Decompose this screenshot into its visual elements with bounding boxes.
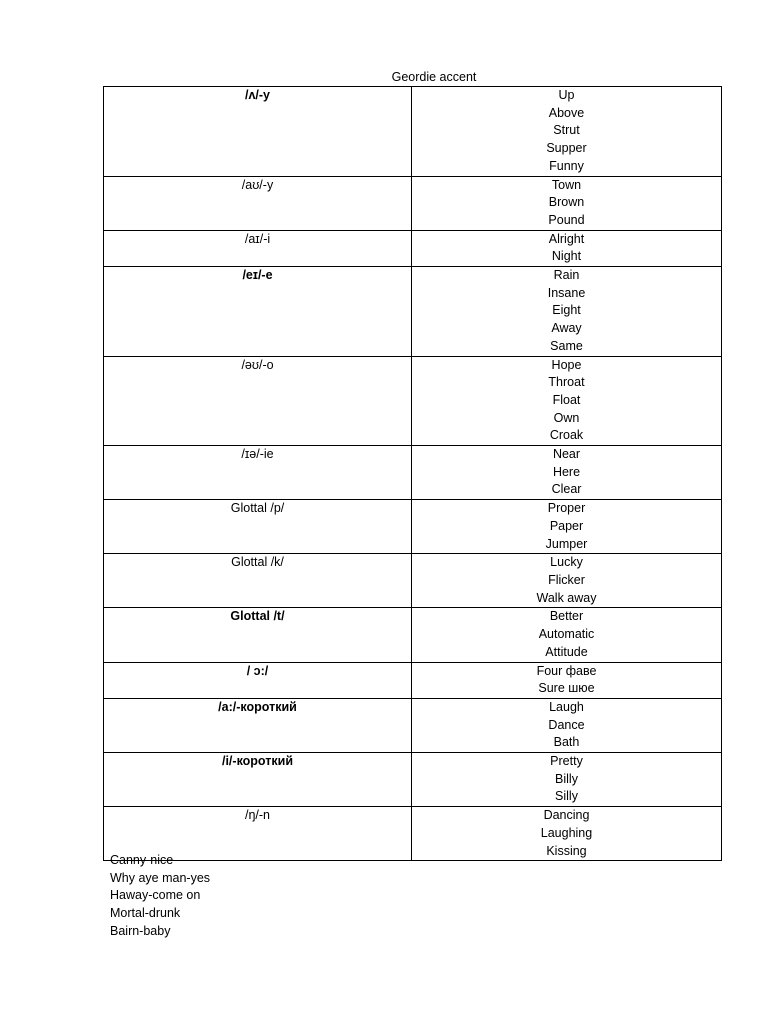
example-word: Float (552, 392, 581, 407)
sound-cell (104, 356, 412, 446)
table-row (104, 176, 722, 230)
sound-cell (104, 446, 412, 500)
example-words-cell (412, 267, 722, 357)
example-word: Paper (549, 518, 584, 533)
example-word: Own (553, 410, 580, 425)
sound-cell (104, 698, 412, 752)
sound-cell (104, 753, 412, 807)
example-word: Above (548, 105, 585, 120)
vocabulary-note: Canny-nice (110, 853, 174, 867)
example-word: Insane (547, 285, 586, 300)
example-word: Billy (555, 771, 578, 786)
example-word: Bath (553, 735, 580, 750)
sound-label: / ɔ:/ (246, 663, 269, 678)
example-word: Dance (548, 717, 585, 732)
example-word: Sure шюе (538, 681, 595, 696)
example-word: Croak (549, 428, 584, 443)
example-word: Four фаве (536, 663, 597, 678)
table-row (104, 87, 722, 177)
sound-cell (104, 87, 412, 177)
example-word: Alright (548, 231, 585, 246)
example-word: Better (549, 609, 584, 624)
example-word: Automatic (538, 627, 595, 642)
example-word: Laugh (549, 699, 584, 714)
sound-label: /a:/-короткий (218, 699, 297, 714)
example-word: Silly (555, 789, 578, 804)
sound-label: /ɪə/-ie (241, 447, 274, 462)
table-row (104, 500, 722, 554)
example-word: Funny (549, 158, 584, 173)
sound-label: Glottal /t/ (230, 609, 285, 624)
sound-cell (104, 267, 412, 357)
example-word: Near (552, 447, 581, 462)
example-words-cell (412, 698, 722, 752)
example-word: Throat (548, 375, 585, 390)
vocabulary-notes (110, 852, 210, 941)
table-row (104, 356, 722, 446)
example-words-cell (412, 230, 722, 266)
example-words-cell (412, 446, 722, 500)
example-words-cell (412, 176, 722, 230)
example-word: Town (551, 177, 582, 192)
sound-cell (104, 176, 412, 230)
example-words-cell (412, 500, 722, 554)
sound-label: /aʊ/-y (241, 177, 274, 192)
example-word: Walk away (536, 590, 597, 605)
sound-label: /i/-короткий (221, 754, 293, 769)
example-word: Same (550, 338, 583, 353)
example-word: Attitude (545, 644, 588, 659)
sound-cell (104, 608, 412, 662)
example-words-cell (412, 753, 722, 807)
accent-table-body (104, 87, 722, 861)
sound-cell (104, 230, 412, 266)
sound-label: /aɪ/-i (244, 231, 271, 246)
example-word: Brown (548, 195, 585, 210)
table-row (104, 608, 722, 662)
example-word: Proper (547, 501, 586, 516)
example-word: Laughing (540, 825, 593, 840)
sound-cell (104, 500, 412, 554)
example-word: Kissing (546, 843, 587, 858)
example-word: Lucky (550, 555, 583, 570)
vocabulary-note: Mortal-drunk (110, 906, 181, 921)
example-word: Hope (551, 357, 582, 372)
example-words-cell (412, 87, 722, 177)
example-word: Here (552, 464, 581, 479)
example-word: Supper (546, 141, 587, 156)
document-title: Geordie accent (391, 70, 477, 84)
sound-label: Glottal /k/ (231, 555, 284, 570)
example-word: Strut (553, 123, 580, 138)
example-word: Up (558, 88, 575, 102)
vocabulary-note: Haway-come on (110, 888, 201, 903)
vocabulary-note: Why aye man-yes (110, 870, 211, 885)
sound-label: /ŋ/-n (244, 808, 270, 823)
accent-table (103, 86, 722, 861)
table-row (104, 554, 722, 608)
example-word: Rain (553, 268, 580, 283)
vocabulary-note: Bairn-baby (110, 923, 171, 938)
example-word: Clear (551, 482, 582, 497)
example-word: Eight (552, 303, 581, 318)
example-words-cell (412, 807, 722, 861)
example-word: Night (551, 249, 582, 264)
example-words-cell (412, 554, 722, 608)
sound-label: /ʌ/-y (244, 88, 270, 102)
example-word: Flicker (548, 572, 585, 587)
sound-label: /əʊ/-o (241, 357, 274, 372)
example-word: Pretty (550, 754, 583, 769)
sound-label: Glottal /p/ (230, 501, 285, 516)
example-word: Dancing (543, 808, 590, 823)
example-words-cell (412, 608, 722, 662)
example-word: Jumper (545, 536, 588, 551)
table-row (104, 230, 722, 266)
example-words-cell (412, 356, 722, 446)
example-words-cell (412, 662, 722, 698)
table-row (104, 446, 722, 500)
sound-cell (104, 554, 412, 608)
sound-cell (104, 662, 412, 698)
sound-label: /eɪ/-e (242, 268, 273, 283)
example-word: Pound (548, 212, 585, 227)
table-row (104, 662, 722, 698)
table-row (104, 698, 722, 752)
example-word: Away (551, 321, 582, 336)
table-row (104, 267, 722, 357)
table-row (104, 753, 722, 807)
